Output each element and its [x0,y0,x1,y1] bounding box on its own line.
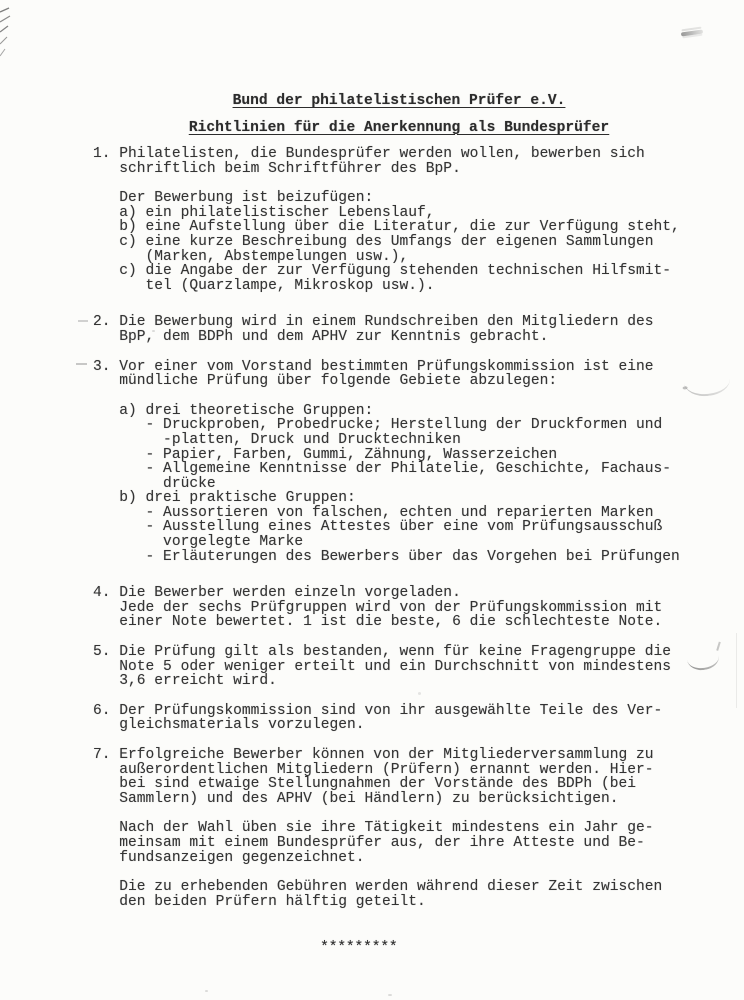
document-line: - Ausstellung eines Attestes über eine vom Prüfungsausschuß [93,519,663,536]
document-line: fundsanzeigen gegenzeichnet. [93,849,365,866]
block-item-2 [93,315,680,344]
document-line: Der Bewerbung ist beizufügen: [93,190,374,207]
document-line: mündliche Prüfung über folgende Gebiete abzulegen: [93,373,558,390]
document-line: 7. Erfolgreiche Bewerber können von der Mitgliederversammlung zu [93,747,654,763]
block-item-6 [93,704,680,733]
document-line: Note 5 oder weniger erteilt und ein Durchschnitt von mindestens [93,658,672,675]
document-line: Nach der Wahl üben sie ihre Tätigkeit mindestens ein Jahr ge- [93,820,654,837]
document-line: drücke [93,475,216,492]
document-line: 5. Die Prüfung gilt als bestanden, wenn für keine Fragengruppe die [93,644,672,661]
document-line: einer Note bewertet. 1 ist die beste, 6 die schlechteste Note. [93,614,663,631]
block-application-attachments [93,191,680,293]
document-line: gleichsmaterials vorzulegen. [93,717,365,734]
margin-mark [76,363,87,365]
document-line: b) drei praktische Gruppen: [93,490,356,507]
block-item-3 [93,360,680,389]
document-line: c) eine kurze Beschreibung des Umfangs der eigenen Sammlungen [93,233,654,250]
pen-mark-arc [683,364,732,399]
document-line: Die zu erhebenden Gebühren werden während dieser Zeit zwischen [93,879,663,896]
block-item-1 [93,147,680,176]
scan-edge-line [736,633,737,708]
document-line: meinsam mit einem Bundesprüfer aus, der ihre Atteste und Be- [93,834,645,851]
document-line: 1. Philatelisten, die Bundesprüfer werden wollen, bewerben sich [93,146,645,162]
paper-speck [388,994,392,996]
document-line: 3. Vor einer vom Vorstand bestimmten Prüfungskommission ist eine [93,358,654,375]
document-line: b) eine Aufstellung über die Literatur, die zur Verfügung steht, [93,219,680,236]
document-line: a) ein philatelistischer Lebenslauf, [93,204,435,221]
paper-speck [205,990,208,992]
footer-asterisks: ********* [320,939,398,956]
block-item-4 [93,586,680,630]
document-line: 2. Die Bewerbung wird in einem Rundschreiben den Mitgliedern des [93,314,654,331]
document-line: schriftlich beim Schriftführer des BpP. [93,160,461,177]
document-line: - Allgemeine Kenntnisse der Philatelie, Geschichte, Fachaus- [93,461,672,478]
document-line: 4. Die Bewerber werden einzeln vorgeladen. [93,585,461,602]
document-line: - Aussortieren von falschen, echten und reparierten Marken [93,504,654,521]
scan-smudge [681,29,703,36]
document-line: bei sind etwaige Stellungnahmen der Vorstände des BDPh (bei [93,776,636,793]
margin-mark [78,320,88,322]
document-line: - Druckproben, Probedrucke; Herstellung der Druckformen und [93,417,663,434]
document-line: c) die Angabe der zur Verfügung stehenden technischen Hilfsmit- [93,263,672,280]
document-line: 6. Der Prüfungskommission sind von ihr ausgewählte Teile des Ver- [93,702,663,719]
document-line: 3,6 erreicht wird. [93,673,277,690]
block-exam-groups [93,404,680,565]
document-line: vorgelegte Marke [93,534,304,551]
document-line: - Papier, Farben, Gummi, Zähnung, Wasserzeichen [93,446,558,463]
block-after-election [93,821,680,865]
document-header [27,94,744,135]
document-line: (Marken, Abstempelungen usw.), [93,248,409,265]
document-subtitle: Richtlinien für die Anerkennung als Bundesprüfer [188,119,610,136]
document-line: tel (Quarzlampe, Mikroskop usw.). [93,277,435,294]
pen-mark-arc [685,644,720,672]
block-item-5 [93,645,680,689]
document-line: - Erläuterungen des Bewerbers über das Vorgehen bei Prüfungen [93,548,680,565]
document-line: -platten, Druck und Drucktechniken [93,431,461,448]
document-line: den beiden Prüfern hälftig geteilt. [93,893,426,910]
document-body [93,147,680,924]
document-line: außerordentlichen Mitgliedern (Prüfern) ernannt werden. Hier- [93,761,654,778]
document-line: BpP, dem BDPh und dem APHV zur Kenntnis gebracht. [93,328,549,345]
scan-scratch-marks [0,4,16,74]
block-fees [93,880,680,909]
scan-fade-overlay [688,0,744,1000]
document-line: a) drei theoretische Gruppen: [93,402,374,419]
document-line: Sammlern) und des APHV (bei Händlern) zu berücksichtigen. [93,790,619,807]
document-line: Jede der sechs Prüfgruppen wird von der Prüfungskommission mit [93,599,663,616]
document-title: Bund der philatelistischen Prüfer e.V. [232,93,566,109]
block-item-7 [93,748,680,806]
